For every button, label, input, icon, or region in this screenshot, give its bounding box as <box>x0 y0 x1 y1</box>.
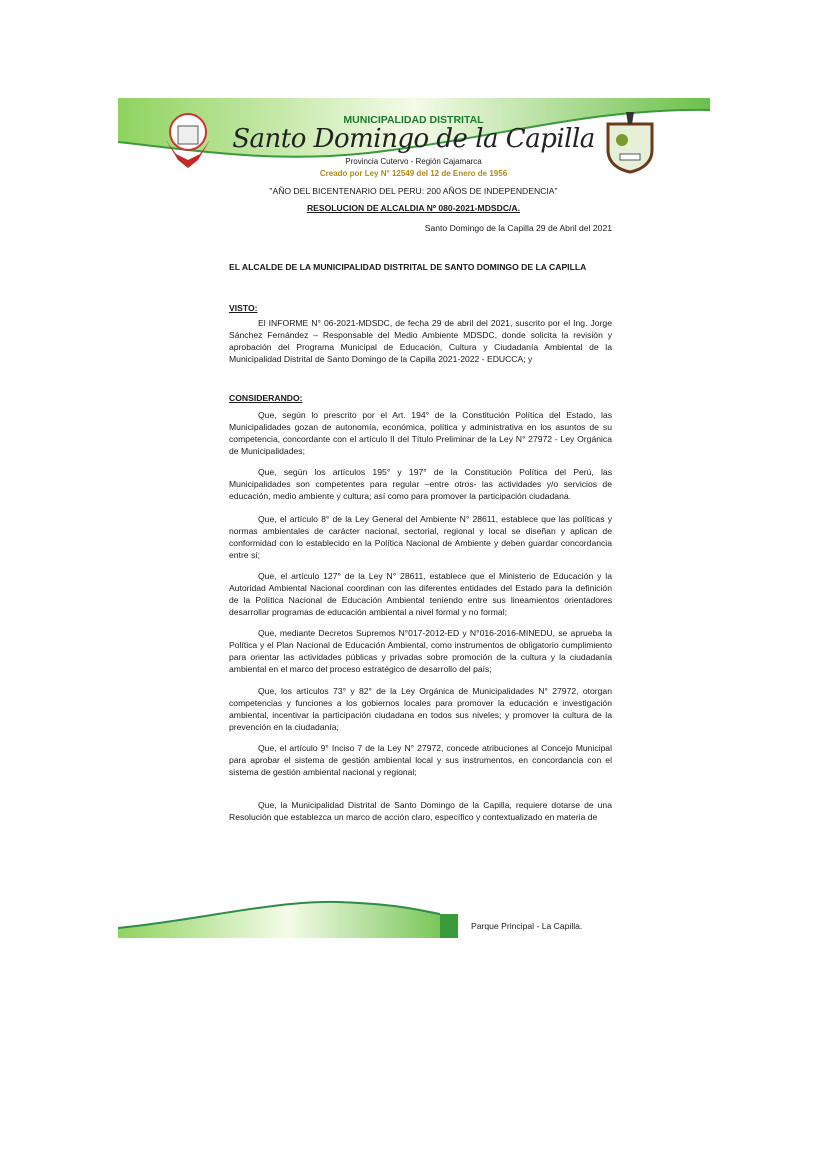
resolution-title: RESOLUCION DE ALCALDIA Nº 080-2021-MDSDC/A. <box>306 203 521 213</box>
year-motto: "AÑO DEL BICENTENARIO DEL PERU: 200 AÑOS DE INDEPENDENCIA" <box>269 186 558 196</box>
footer-address: Parque Principal - La Capilla. <box>471 921 583 931</box>
province-line: Provincia Cutervo - Región Cajamarca <box>345 157 482 166</box>
considerando-paragraph: Que, mediante Decretos Supremos N°017-2012-ED y N°016-2016-MINEDU, se aprueba la Política y el Plan Nacional de Educación Ambiental, como instrumentos de obligatorio cumplimiento para orientar las actividades públicas y privadas sobre promoción de la cultura y la ciudadanía ambiental en el marco del proceso estratégico de desarrollo del país; <box>229 628 612 674</box>
considerando-paragraph: Que, el artículo 127° de la Ley N° 28611, establece que el Ministerio de Educación y la Autoridad Ambiental Nacional coordinan con las diferentes entidades del Estado para la definición de la Política Nacional de Educación Ambiental teniendo entre sus lineamientos orientadores desarrollar programas de educación ambiental a nivel formal y no formal; <box>229 571 612 617</box>
considerando-paragraph: Que, los artículos 73° y 82° de la Ley Orgánica de Municipalidades N° 27972, otorgan competencias y funciones a los gobiernos locales para promover la educación e investigación ambiental, incentivar la participación ciudadana en todos sus niveles; y promover la cultura de la prevención en la ciudadanía; <box>229 686 612 732</box>
considerando-paragraph: Que, según los artículos 195° y 197° de la Constitución Política del Perú, las Municipalidades son competentes para regular –entre otros- las actividades y/o servicios de educación, medio ambiente y cultura; así como para promover la participación ciudadana. <box>229 467 612 501</box>
considerando-paragraph: Que, la Municipalidad Distrital de Santo Domingo de la Capilla, requiere dotarse de una Resolución que establezca un marco de acción claro, específico y contextualizado en materia de <box>229 800 612 822</box>
visto-heading: VISTO: <box>229 303 258 313</box>
creation-law-line: Creado por Ley N° 12549 del 12 de Enero de 1956 <box>319 169 508 178</box>
footer-banner-wave <box>118 900 458 938</box>
considerando-heading: CONSIDERANDO: <box>229 393 303 403</box>
considerando-paragraph: Que, el artículo 9° Inciso 7 de la Ley N° 27972, concede atribuciones al Concejo Municipal para aprobar el sistema de gestión ambiental local y sus instrumentos, en concordancia con el sistema de gestión ambiental nacional y regional; <box>229 743 612 777</box>
considerando-paragraph: Que, el artículo 8° de la Ley General del Ambiente N° 28611, establece que las políticas y normas ambientales de carácter nacional, sectorial, regional y local se diseñan y aplican de conformidad con lo establecido en la Política Nacional de Ambiente y deben guardar concordancia entre sí; <box>229 514 612 560</box>
date-line: Santo Domingo de la Capilla 29 de Abril del 2021 <box>424 223 612 233</box>
considerando-paragraph: Que, según lo prescrito por el Art. 194° de la Constitución Política del Estado, las Municipalidades gozan de autonomía, económica, política y administrativa en los asuntos de su competencia, concordante con el artículo II del Título Preliminar de la Ley N° 27972 - Ley Orgánica de Municipalidades; <box>229 410 612 456</box>
municipality-name: Santo Domingo de la Capilla <box>232 124 595 154</box>
visto-paragraph: El INFORME N° 06-2021-MDSDC, de fecha 29 de abril del 2021, suscrito por el Ing. Jorge Sánchez Fernández – Responsable del Medio Ambiente MDSDC, donde solicita la revisión y aprobación del Programa Municipal de Educación, Cultura y Ciudadanía Ambiental de la Municipalidad Distrital de Santo Domingo de la Capilla 2021-2022 - EDUCCA; y <box>229 318 612 364</box>
authority-heading: EL ALCALDE DE LA MUNICIPALIDAD DISTRITAL DE SANTO DOMINGO DE LA CAPILLA <box>229 262 587 272</box>
municipality-label: MUNICIPALIDAD DISTRITAL <box>343 114 484 126</box>
